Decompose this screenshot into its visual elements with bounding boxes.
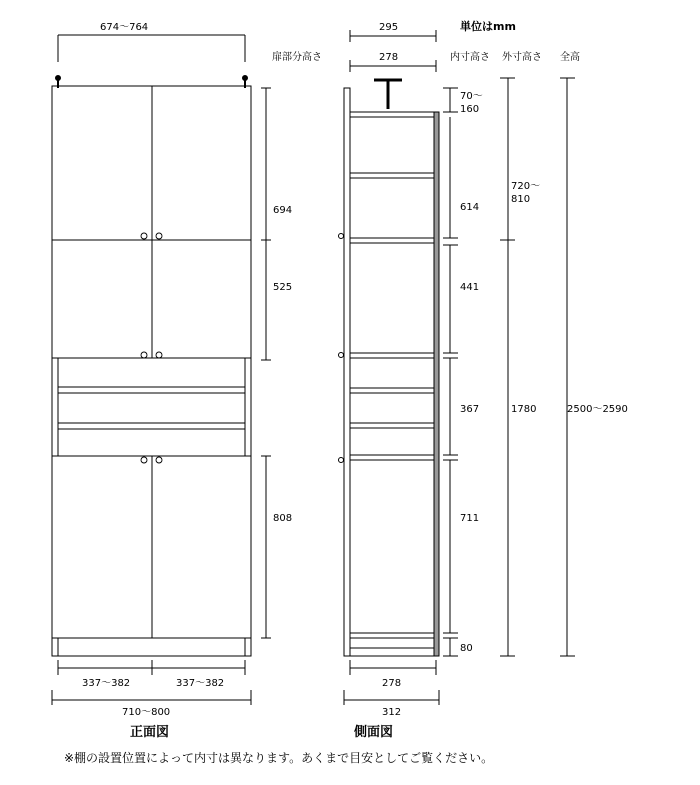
- door-height-header: 扉部分高さ: [272, 52, 322, 63]
- side-front-panel: [344, 88, 350, 656]
- outer-height-1: 720～ 810: [511, 181, 541, 205]
- side-view: [339, 30, 576, 705]
- side-back-panel: [434, 112, 439, 656]
- side-top-outer: 295: [379, 22, 399, 33]
- middle-shelf-1: [58, 387, 245, 393]
- inner-height-5: 711: [460, 513, 480, 524]
- side-body: [350, 112, 434, 648]
- total-height: 2500～2590: [567, 404, 628, 415]
- middle-shelf-2: [58, 423, 245, 429]
- front-total-width: 710～800: [122, 707, 171, 718]
- side-view-title: 側面図: [354, 725, 394, 740]
- inner-height-2: 614: [460, 202, 480, 213]
- front-view: [52, 35, 271, 705]
- side-top-inner: 278: [379, 52, 399, 63]
- inner-height-3: 441: [460, 282, 480, 293]
- outer-height-header: 外寸高さ: [502, 52, 542, 63]
- left-knob-icon: [56, 76, 61, 81]
- door-height-1: 694: [273, 205, 293, 216]
- unit-label: 単位はmm: [460, 20, 516, 33]
- side-bottom-inner: 278: [382, 678, 402, 689]
- inner-height-6: 80: [460, 643, 473, 654]
- front-door-width-left: 337～382: [82, 678, 131, 689]
- side-bottom-outer: 312: [382, 707, 402, 718]
- outer-height-2: 1780: [511, 404, 537, 415]
- right-knob-icon: [243, 76, 248, 81]
- footnote: ※棚の設置位置によって内寸は異なります。あくまで目安としてご覧ください。: [64, 751, 494, 765]
- front-door-width-right: 337～382: [176, 678, 225, 689]
- total-height-header: 全高: [560, 52, 580, 63]
- inner-height-header: 内寸高さ: [450, 52, 490, 63]
- inner-height-1: 70～ 160: [460, 91, 483, 115]
- front-view-title: 正面図: [130, 725, 170, 740]
- door-height-3: 808: [273, 513, 293, 524]
- inner-height-4: 367: [460, 404, 480, 415]
- door-height-2: 525: [273, 282, 293, 293]
- front-top-width: 674～764: [100, 22, 149, 33]
